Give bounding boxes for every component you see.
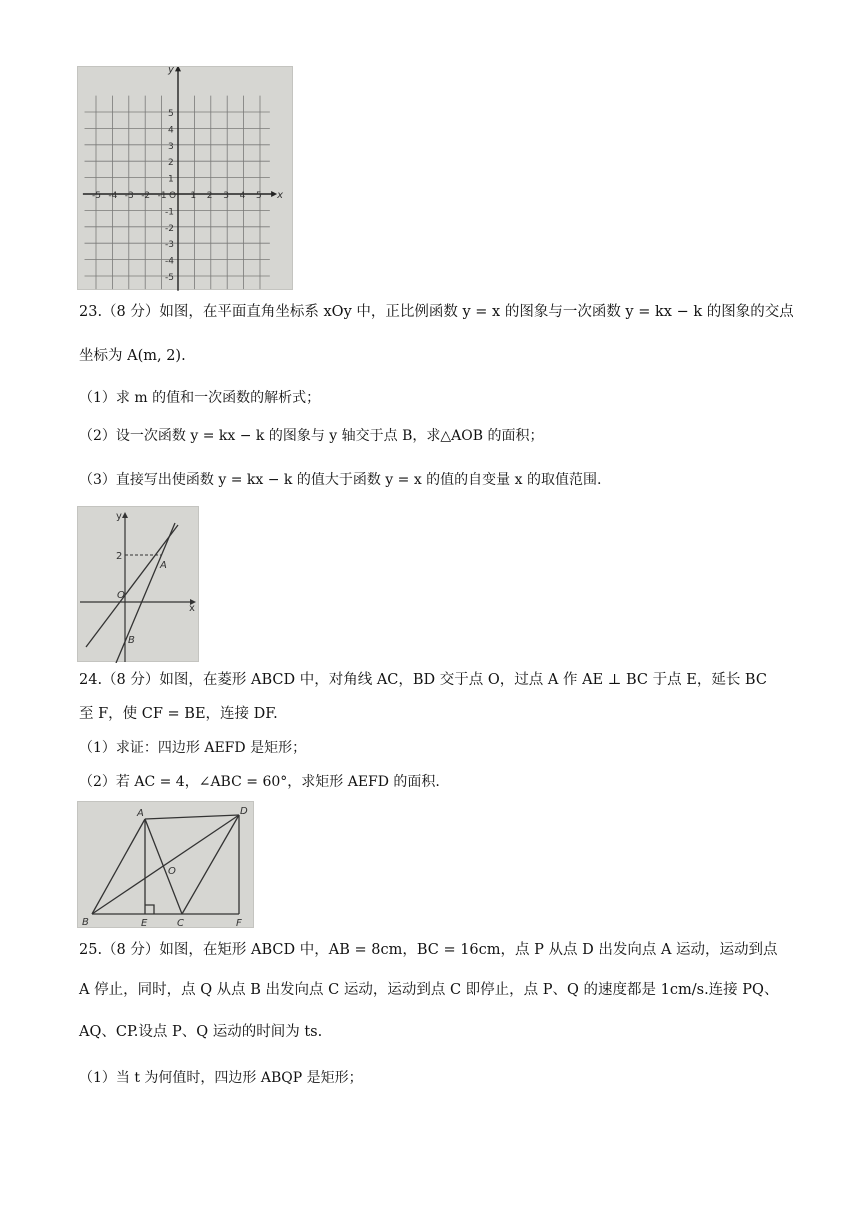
coordinate-grid-figure [77,66,293,290]
q24-point-O: O [168,866,176,877]
x-axis-label: x [277,190,284,201]
x-tick-label: 1 [190,191,197,201]
q23-part1: （1）求 m 的值和一次函数的解析式； [79,390,321,406]
q24-point-B: B [82,917,89,928]
q23-point-O: O [117,590,125,601]
q23-x-label: x [189,603,195,614]
q24-part2: （2）若 AC = 4，∠ABC = 60°，求矩形 AEFD 的面积. [79,774,440,790]
q24-rhombus-svg [78,802,255,929]
q24-point-C: C [177,918,184,929]
x-tick-label: 5 [256,191,262,201]
q25-part1: （1）当 t 为何值时，四边形 ABQP 是矩形； [79,1070,363,1086]
y-tick-label: -2 [165,223,174,234]
segment-AB [92,819,145,914]
q23-stem-line1: 23.（8 分）如图，在平面直角坐标系 xOy 中，正比例函数 y = x 的图象与一次函数 y = kx − k 的图象的交点 [79,304,794,320]
q23-part2: （2）设一次函数 y = kx − k 的图象与 y 轴交于点 B，求△AOB 的面积； [79,428,544,444]
q24-stem-line1: 24.（8 分）如图，在菱形 ABCD 中，对角线 AC，BD 交于点 O，过点 A 作 AE ⊥ BC 于点 E，延长 BC [79,672,767,688]
y-tick-label: 4 [168,125,174,136]
y-axis-arrow [122,512,128,518]
q23-tick-2: 2 [116,551,123,562]
coordinate-grid-svg [78,67,294,291]
q25-stem-line1: 25.（8 分）如图，在矩形 ABCD 中，AB = 8cm，BC = 16cm，点 P 从点 D 出发向点 A 运动，运动到点 [79,942,778,958]
right-angle-mark [145,905,154,914]
q23-part3: （3）直接写出使函数 y = kx − k 的值大于函数 y = x 的值的自变量 x 的取值范围. [79,472,602,488]
q23-point-A: A [160,560,167,571]
x-tick-label: -1 [157,191,167,201]
x-tick-label: 4 [239,191,246,201]
y-tick-label: -5 [165,273,174,283]
x-tick-label: -5 [92,191,101,201]
q25-stem-line2: A 停止，同时，点 Q 从点 B 出发向点 C 运动，运动到点 C 即停止，点 P、Q 的速度都是 1cm/s.连接 PQ、 [79,982,779,998]
y-axis-arrow [175,67,181,71]
line-y-equals-x [86,525,178,647]
x-tick-label: 2 [206,191,213,201]
q23-stem-line2: 坐标为 A(m, 2). [79,348,186,364]
y-tick-label: 3 [168,141,174,152]
x-tick-label: -4 [108,191,118,201]
q23-y-label: y [116,511,122,522]
q23-graph-figure [77,506,199,662]
q24-point-A: A [137,808,144,819]
y-tick-label: 2 [168,158,174,169]
q24-point-D: D [240,806,248,817]
x-tick-label: 3 [223,191,229,201]
q23-point-B: B [128,635,135,646]
q24-rhombus-figure [77,801,254,928]
q23-graph-svg [78,507,200,663]
y-axis-label: y [168,67,174,76]
q24-stem-line2: 至 F，使 CF = BE，连接 DF. [79,706,278,722]
segment-DC [182,815,239,914]
y-tick-label: -3 [165,240,174,251]
q24-point-F: F [236,918,242,929]
y-tick-label: 5 [168,109,174,119]
x-tick-label: -2 [141,191,151,201]
q24-point-E: E [141,918,148,929]
y-tick-label: 1 [168,174,174,185]
x-tick-label: O [169,191,177,201]
q25-stem-line3: AQ、CP.设点 P、Q 运动的时间为 ts. [79,1024,323,1040]
y-tick-label: -4 [165,256,174,267]
x-tick-label: -3 [124,191,134,201]
segment-AD [145,815,239,819]
q24-part1: （1）求证：四边形 AEFD 是矩形； [79,740,307,756]
segment-BD [92,815,239,914]
y-tick-label: -1 [165,207,174,218]
